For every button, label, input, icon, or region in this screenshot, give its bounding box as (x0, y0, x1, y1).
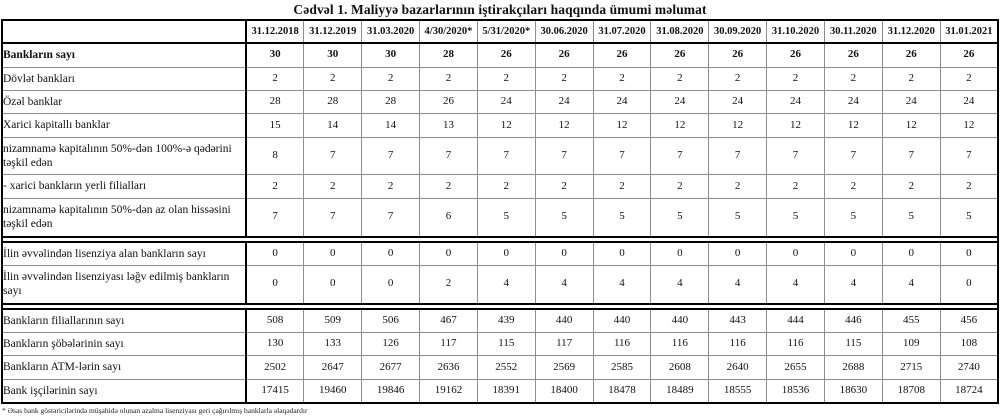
table-row (2, 137, 998, 175)
table-row (2, 265, 998, 303)
value-cell: 26 (882, 43, 940, 67)
value-cell: 18555 (709, 379, 767, 403)
table-row (2, 43, 998, 67)
value-cell: 2 (246, 67, 304, 90)
value-cell: 12 (535, 114, 593, 137)
value-cell: 2677 (362, 356, 420, 379)
table-row (2, 114, 998, 137)
value-cell: 2 (824, 175, 882, 198)
row-label: Dövlət bankları (2, 67, 246, 90)
value-cell: 2585 (593, 356, 651, 379)
value-cell: 444 (767, 309, 825, 333)
value-cell: 5 (940, 198, 998, 236)
table-row (2, 175, 998, 198)
value-cell: 7 (477, 137, 535, 175)
value-cell: 5 (767, 198, 825, 236)
value-cell: 2 (304, 67, 362, 90)
value-cell: 12 (477, 114, 535, 137)
column-header: 31.12.2019 (304, 20, 362, 43)
value-cell: 0 (362, 265, 420, 303)
column-header: 31.07.2020 (593, 20, 651, 43)
column-header: 30.11.2020 (824, 20, 882, 43)
value-cell: 2 (246, 175, 304, 198)
value-cell: 2688 (824, 356, 882, 379)
value-cell: 2 (477, 67, 535, 90)
value-cell: 0 (420, 242, 478, 266)
value-cell: 24 (709, 90, 767, 113)
value-cell: 18391 (477, 379, 535, 403)
value-cell: 2552 (477, 356, 535, 379)
value-cell: 5 (824, 198, 882, 236)
value-cell: 0 (651, 242, 709, 266)
value-cell: 18708 (882, 379, 940, 403)
value-cell: 15 (246, 114, 304, 137)
value-cell: 12 (882, 114, 940, 137)
value-cell: 467 (420, 309, 478, 333)
value-cell: 26 (940, 43, 998, 67)
row-label: - xarici bankların yerli filialları (2, 175, 246, 198)
row-label: Bankların şöbələrinin sayı (2, 333, 246, 356)
value-cell: 0 (767, 242, 825, 266)
value-cell: 4 (477, 265, 535, 303)
value-cell: 12 (593, 114, 651, 137)
column-header: 31.12.2020 (882, 20, 940, 43)
value-cell: 5 (709, 198, 767, 236)
value-cell: 13 (420, 114, 478, 137)
value-cell: 12 (651, 114, 709, 137)
header-row (2, 20, 998, 43)
value-cell: 26 (477, 43, 535, 67)
value-cell: 2655 (767, 356, 825, 379)
value-cell: 14 (362, 114, 420, 137)
value-cell: 5 (477, 198, 535, 236)
value-cell: 2 (709, 67, 767, 90)
value-cell: 2 (420, 175, 478, 198)
row-label: Özəl banklar (2, 90, 246, 113)
value-cell: 443 (709, 309, 767, 333)
row-label: Bankların filiallarının sayı (2, 309, 246, 333)
value-cell: 30 (362, 43, 420, 67)
value-cell: 2740 (940, 356, 998, 379)
column-header: 31.03.2020 (362, 20, 420, 43)
value-cell: 4 (882, 265, 940, 303)
value-cell: 26 (593, 43, 651, 67)
value-cell: 24 (824, 90, 882, 113)
value-cell: 14 (304, 114, 362, 137)
value-cell: 506 (362, 309, 420, 333)
value-cell: 0 (709, 242, 767, 266)
value-cell: 2715 (882, 356, 940, 379)
value-cell: 0 (362, 242, 420, 266)
value-cell: 0 (824, 242, 882, 266)
value-cell: 28 (362, 90, 420, 113)
value-cell: 117 (535, 333, 593, 356)
value-cell: 18536 (767, 379, 825, 403)
value-cell: 115 (477, 333, 535, 356)
value-cell: 2 (882, 175, 940, 198)
value-cell: 2608 (651, 356, 709, 379)
column-header: 30.09.2020 (709, 20, 767, 43)
column-header: 30.06.2020 (535, 20, 593, 43)
row-label: Bankların sayı (2, 43, 246, 67)
value-cell: 30 (246, 43, 304, 67)
value-cell: 28 (420, 43, 478, 67)
value-cell: 2 (940, 175, 998, 198)
value-cell: 5 (651, 198, 709, 236)
value-cell: 2636 (420, 356, 478, 379)
row-label: nizamnamə kapitalının 50%-dən 100%-ə qədərini təşkil edən (2, 137, 246, 175)
table-row (2, 379, 998, 403)
value-cell: 440 (535, 309, 593, 333)
value-cell: 2 (767, 67, 825, 90)
value-cell: 30 (304, 43, 362, 67)
value-cell: 440 (651, 309, 709, 333)
value-cell: 2 (767, 175, 825, 198)
value-cell: 5 (593, 198, 651, 236)
value-cell: 2 (535, 175, 593, 198)
value-cell: 2 (362, 175, 420, 198)
value-cell: 130 (246, 333, 304, 356)
value-cell: 28 (246, 90, 304, 113)
value-cell: 126 (362, 333, 420, 356)
value-cell: 2647 (304, 356, 362, 379)
value-cell: 7 (824, 137, 882, 175)
value-cell: 18478 (593, 379, 651, 403)
value-cell: 2 (651, 175, 709, 198)
value-cell: 24 (651, 90, 709, 113)
value-cell: 0 (882, 242, 940, 266)
value-cell: 17415 (246, 379, 304, 403)
column-header: 31.12.2018 (246, 20, 304, 43)
value-cell: 7 (362, 137, 420, 175)
table-row (2, 198, 998, 236)
value-cell: 7 (420, 137, 478, 175)
value-cell: 2 (535, 67, 593, 90)
corner-cell (2, 20, 246, 43)
value-cell: 18724 (940, 379, 998, 403)
table-row (2, 242, 998, 266)
data-table (1, 19, 999, 404)
value-cell: 5 (882, 198, 940, 236)
value-cell: 116 (651, 333, 709, 356)
value-cell: 0 (246, 265, 304, 303)
value-cell: 116 (593, 333, 651, 356)
value-cell: 2569 (535, 356, 593, 379)
value-cell: 7 (940, 137, 998, 175)
value-cell: 2 (882, 67, 940, 90)
value-cell: 12 (940, 114, 998, 137)
value-cell: 2 (362, 67, 420, 90)
value-cell: 0 (304, 242, 362, 266)
value-cell: 2 (709, 175, 767, 198)
value-cell: 12 (824, 114, 882, 137)
value-cell: 446 (824, 309, 882, 333)
value-cell: 0 (535, 242, 593, 266)
table-row (2, 356, 998, 379)
value-cell: 440 (593, 309, 651, 333)
value-cell: 24 (882, 90, 940, 113)
table-title: Cədvəl 1. Maliyyə bazarlarının iştirakçıları haqqında ümumi məlumat (293, 2, 707, 17)
value-cell: 26 (824, 43, 882, 67)
value-cell: 24 (535, 90, 593, 113)
value-cell: 4 (535, 265, 593, 303)
value-cell: 24 (593, 90, 651, 113)
column-header: 31.08.2020 (651, 20, 709, 43)
value-cell: 2 (420, 67, 478, 90)
value-cell: 2 (477, 175, 535, 198)
value-cell: 18489 (651, 379, 709, 403)
value-cell: 509 (304, 309, 362, 333)
value-cell: 2 (593, 175, 651, 198)
value-cell: 109 (882, 333, 940, 356)
value-cell: 2640 (709, 356, 767, 379)
value-cell: 7 (709, 137, 767, 175)
value-cell: 12 (709, 114, 767, 137)
value-cell: 0 (246, 242, 304, 266)
row-label: nizamnamə kapitalının 50%-dən az olan hissəsini təşkil edən (2, 198, 246, 236)
value-cell: 7 (767, 137, 825, 175)
value-cell: 8 (246, 137, 304, 175)
value-cell: 116 (709, 333, 767, 356)
column-header: 31.10.2020 (767, 20, 825, 43)
value-cell: 5 (535, 198, 593, 236)
row-label: Bank işçilərinin sayı (2, 379, 246, 403)
value-cell: 7 (535, 137, 593, 175)
value-cell: 7 (882, 137, 940, 175)
value-cell: 18400 (535, 379, 593, 403)
table-row (2, 309, 998, 333)
row-label: Bankların ATM-lərin sayı (2, 356, 246, 379)
column-header: 31.01.2021 (940, 20, 998, 43)
value-cell: 2 (593, 67, 651, 90)
value-cell: 26 (767, 43, 825, 67)
value-cell: 2 (304, 175, 362, 198)
table-row (2, 90, 998, 113)
value-cell: 4 (767, 265, 825, 303)
table-body (2, 43, 998, 403)
value-cell: 439 (477, 309, 535, 333)
value-cell: 2 (651, 67, 709, 90)
value-cell: 455 (882, 309, 940, 333)
value-cell: 0 (593, 242, 651, 266)
value-cell: 4 (651, 265, 709, 303)
table-header (2, 20, 998, 43)
value-cell: 2502 (246, 356, 304, 379)
value-cell: 456 (940, 309, 998, 333)
value-cell: 4 (593, 265, 651, 303)
row-label: İlin əvvəlindən lisenziyası ləğv edilmiş bankların sayı (2, 265, 246, 303)
value-cell: 508 (246, 309, 304, 333)
value-cell: 0 (940, 242, 998, 266)
value-cell: 0 (477, 242, 535, 266)
value-cell: 2 (420, 265, 478, 303)
value-cell: 19846 (362, 379, 420, 403)
value-cell: 28 (304, 90, 362, 113)
value-cell: 116 (767, 333, 825, 356)
value-cell: 133 (304, 333, 362, 356)
row-label: İlin əvvəlindən lisenziya alan bankların sayı (2, 242, 246, 266)
value-cell: 24 (940, 90, 998, 113)
value-cell: 7 (362, 198, 420, 236)
value-cell: 115 (824, 333, 882, 356)
value-cell: 18630 (824, 379, 882, 403)
value-cell: 19162 (420, 379, 478, 403)
value-cell: 6 (420, 198, 478, 236)
column-header: 4/30/2020* (420, 20, 478, 43)
column-header: 5/31/2020* (477, 20, 535, 43)
value-cell: 7 (304, 137, 362, 175)
value-cell: 4 (824, 265, 882, 303)
value-cell: 4 (709, 265, 767, 303)
value-cell: 7 (651, 137, 709, 175)
value-cell: 7 (593, 137, 651, 175)
value-cell: 2 (824, 67, 882, 90)
table-row (2, 67, 998, 90)
value-cell: 108 (940, 333, 998, 356)
value-cell: 24 (477, 90, 535, 113)
value-cell: 26 (420, 90, 478, 113)
value-cell: 0 (304, 265, 362, 303)
value-cell: 117 (420, 333, 478, 356)
value-cell: 26 (709, 43, 767, 67)
value-cell: 2 (940, 67, 998, 90)
row-label: Xarici kapitallı banklar (2, 114, 246, 137)
value-cell: 26 (535, 43, 593, 67)
value-cell: 26 (651, 43, 709, 67)
value-cell: 7 (304, 198, 362, 236)
value-cell: 0 (940, 265, 998, 303)
table-row (2, 333, 998, 356)
value-cell: 24 (767, 90, 825, 113)
value-cell: 12 (767, 114, 825, 137)
value-cell: 7 (246, 198, 304, 236)
value-cell: 19460 (304, 379, 362, 403)
footnote: * Əsas bank göstəricilərində müşahidə olunan azalma lisenziyası geri çağırılmış banklarla əlaqədardır (2, 406, 308, 416)
